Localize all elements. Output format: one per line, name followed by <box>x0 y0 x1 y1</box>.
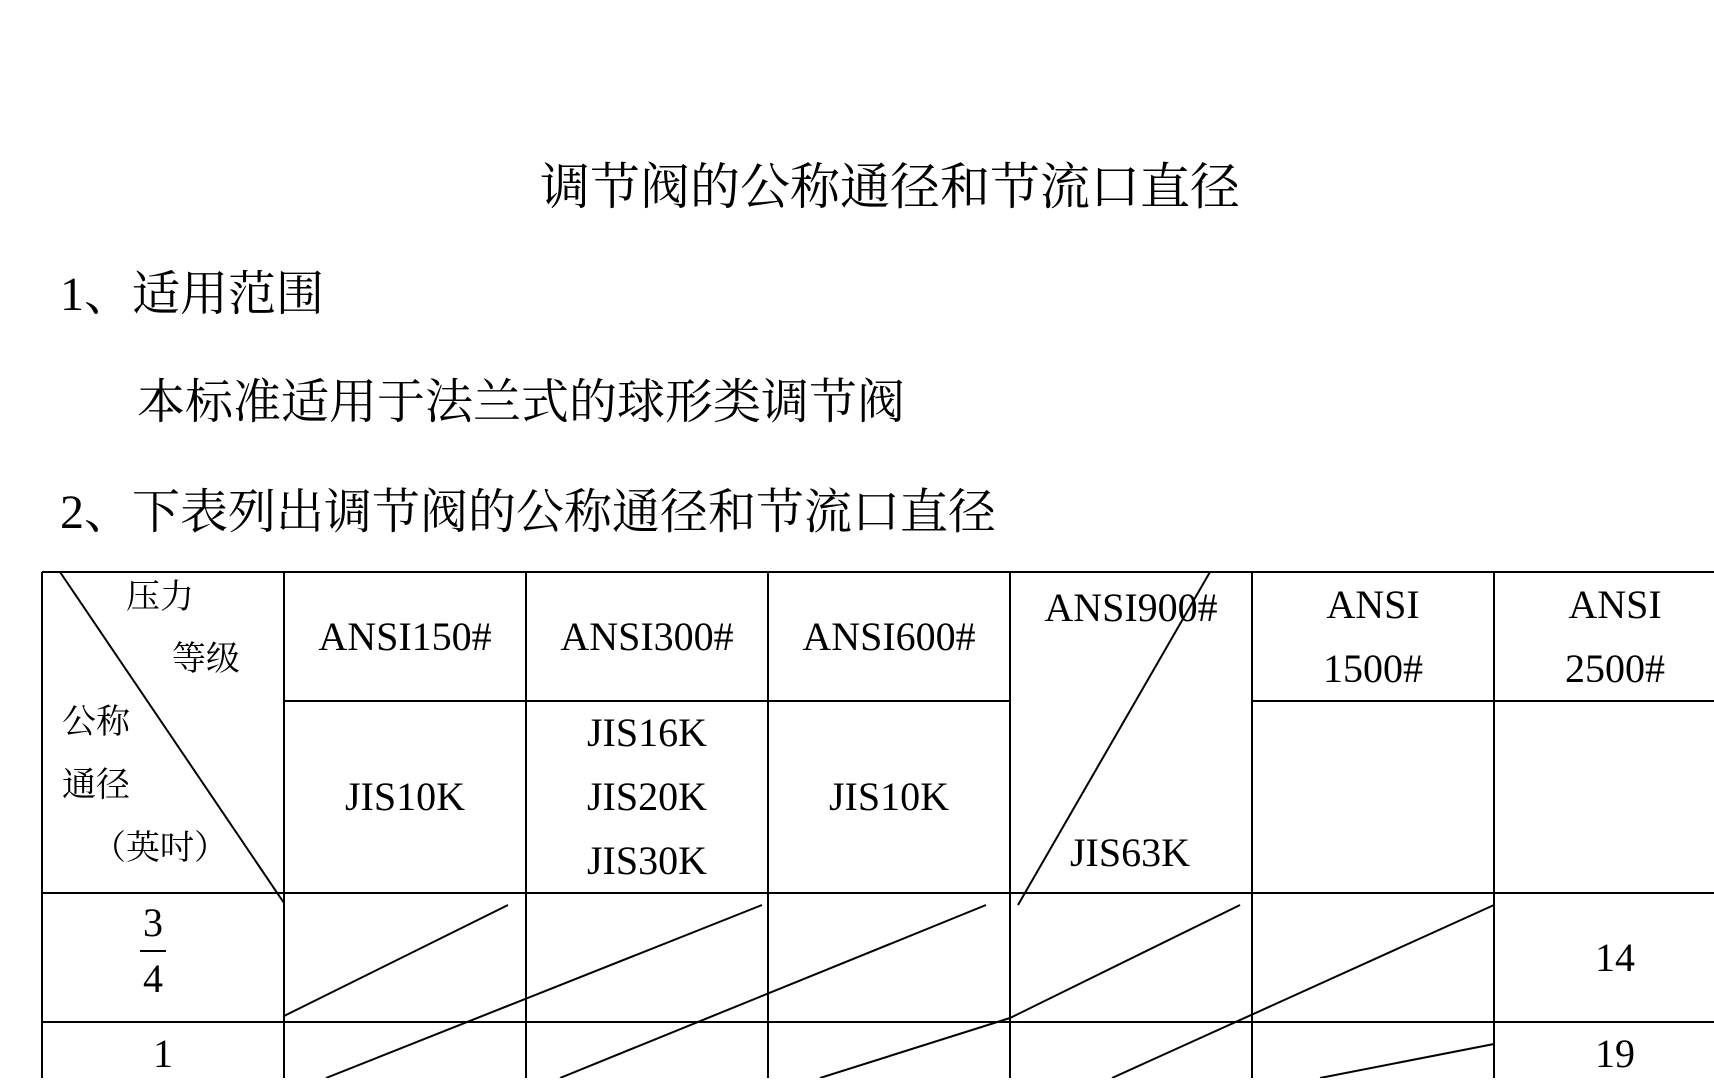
section-heading-table: 2、下表列出调节阀的公称通径和节流口直径 <box>60 486 997 539</box>
header-ansi600: ANSI600# <box>802 613 976 659</box>
jis-col1: JIS10K <box>344 774 466 819</box>
header-ansi900: ANSI900# <box>1044 585 1218 630</box>
row2-ansi2500-value: 19 <box>1595 1031 1635 1076</box>
header-ansi2500: ANSI 2500# <box>1565 581 1665 691</box>
corner-class-label: 等级 <box>172 641 240 678</box>
size-one: 1 <box>153 1031 173 1076</box>
fraction-bar <box>140 950 166 952</box>
scope-text: 本标准适用于法兰式的球形类调节阀 <box>137 376 906 429</box>
corner-pressure-label: 压力 <box>126 579 194 616</box>
corner-diameter-label: 通径 <box>62 767 130 804</box>
header-ansi300: ANSI300# <box>560 613 734 659</box>
jis-col3: JIS10K <box>828 774 950 819</box>
jis-col4: JIS63K <box>1069 830 1191 875</box>
size-three-quarter: 3 4 <box>140 900 166 1002</box>
section-heading-scope: 1、适用范围 <box>60 268 325 321</box>
header-ansi1500: ANSI 1500# <box>1323 581 1423 691</box>
jis-col2: JIS16K JIS20K JIS30K <box>586 710 708 883</box>
header-ansi150: ANSI150# <box>318 613 492 659</box>
page-title: 调节阀的公称通径和节流口直径 <box>540 159 1240 215</box>
corner-inch-label: （英吋） <box>92 830 228 867</box>
corner-nominal-label: 公称 <box>62 704 130 741</box>
row1-ansi2500-value: 14 <box>1595 934 1635 980</box>
